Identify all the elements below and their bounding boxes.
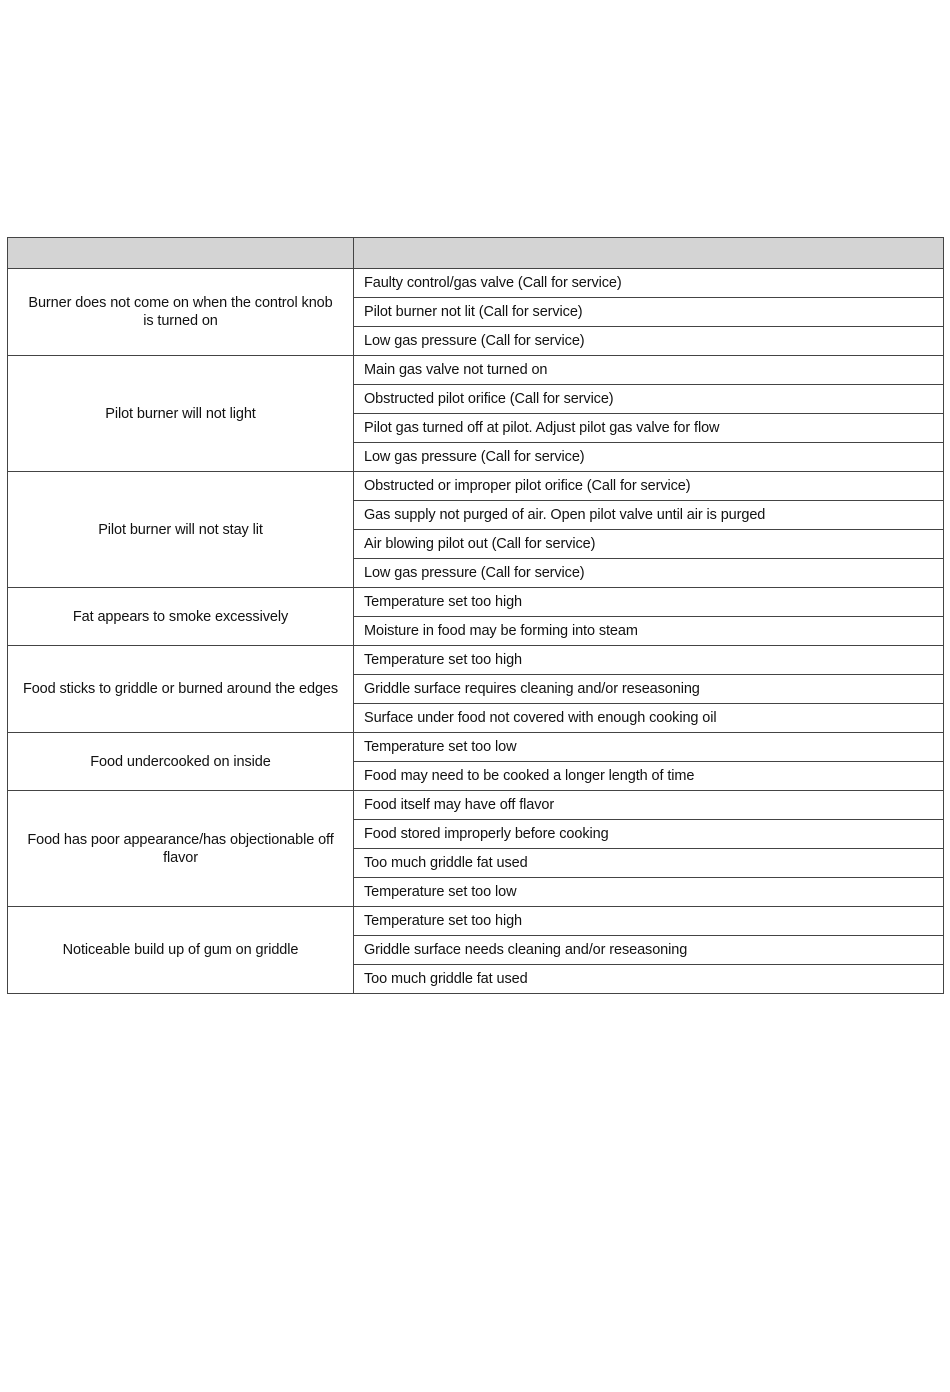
cause-cell: Food stored improperly before cooking — [354, 820, 944, 849]
cause-cell: Griddle surface requires cleaning and/or reseasoning — [354, 675, 944, 704]
table-row — [8, 907, 944, 936]
table-header-row — [8, 238, 944, 269]
header-problem — [8, 238, 354, 269]
cause-cell: Faulty control/gas valve (Call for service) — [354, 269, 944, 298]
table-row — [8, 733, 944, 762]
table-row — [8, 472, 944, 501]
cause-cell: Too much griddle fat used — [354, 965, 944, 994]
troubleshooting-table — [7, 237, 944, 994]
problem-cell: Food has poor appearance/has objectionable off flavor — [8, 791, 354, 907]
table-row — [8, 646, 944, 675]
table-row — [8, 588, 944, 617]
cause-cell: Temperature set too high — [354, 588, 944, 617]
problem-cell: Burner does not come on when the control knob is turned on — [8, 269, 354, 356]
header-cause — [354, 238, 944, 269]
cause-cell: Too much griddle fat used — [354, 849, 944, 878]
cause-cell: Griddle surface needs cleaning and/or reseasoning — [354, 936, 944, 965]
problem-cell: Pilot burner will not stay lit — [8, 472, 354, 588]
cause-cell: Obstructed or improper pilot orifice (Call for service) — [354, 472, 944, 501]
cause-cell: Pilot gas turned off at pilot. Adjust pilot gas valve for flow — [354, 414, 944, 443]
cause-cell: Temperature set too high — [354, 907, 944, 936]
problem-cell: Pilot burner will not light — [8, 356, 354, 472]
cause-cell: Food itself may have off flavor — [354, 791, 944, 820]
cause-cell: Gas supply not purged of air. Open pilot valve until air is purged — [354, 501, 944, 530]
cause-cell: Low gas pressure (Call for service) — [354, 443, 944, 472]
cause-cell: Temperature set too low — [354, 733, 944, 762]
cause-cell: Low gas pressure (Call for service) — [354, 327, 944, 356]
problem-cell: Noticeable build up of gum on griddle — [8, 907, 354, 994]
cause-cell: Low gas pressure (Call for service) — [354, 559, 944, 588]
cause-cell: Temperature set too high — [354, 646, 944, 675]
problem-cell: Food undercooked on inside — [8, 733, 354, 791]
problem-cell: Fat appears to smoke excessively — [8, 588, 354, 646]
cause-cell: Temperature set too low — [354, 878, 944, 907]
cause-cell: Pilot burner not lit (Call for service) — [354, 298, 944, 327]
table-row — [8, 791, 944, 820]
table-row — [8, 269, 944, 298]
cause-cell: Moisture in food may be forming into steam — [354, 617, 944, 646]
problem-cell: Food sticks to griddle or burned around the edges — [8, 646, 354, 733]
cause-cell: Surface under food not covered with enough cooking oil — [354, 704, 944, 733]
cause-cell: Food may need to be cooked a longer length of time — [354, 762, 944, 791]
cause-cell: Air blowing pilot out (Call for service) — [354, 530, 944, 559]
cause-cell: Main gas valve not turned on — [354, 356, 944, 385]
table-row — [8, 356, 944, 385]
cause-cell: Obstructed pilot orifice (Call for service) — [354, 385, 944, 414]
